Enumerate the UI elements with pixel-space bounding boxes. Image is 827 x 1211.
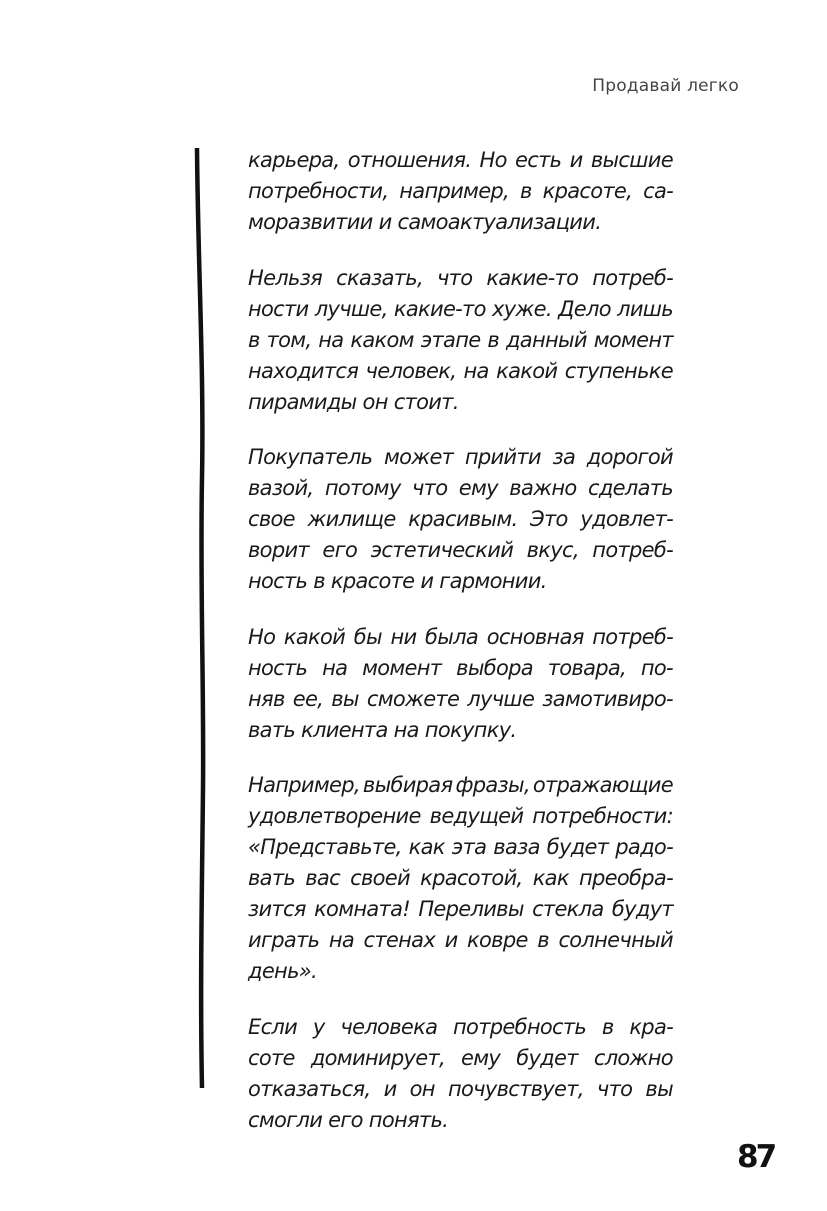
text-line: удовлетворение ведущей потребности: [248, 804, 673, 828]
paragraph [248, 442, 673, 597]
text-line: Если у человека потребность в кра- [248, 1014, 673, 1039]
text-line: играть на стенах и ковре в солнечный [248, 928, 673, 952]
text-line: «Представьте, как эта ваза будет радо- [248, 835, 673, 859]
page-number [736, 1138, 786, 1174]
text-line: Покупатель может прийти за дорогой [248, 445, 673, 469]
margin-line [186, 148, 216, 1088]
text-line: Например, выбирая фразы, отражающие [248, 773, 673, 797]
text-line: день». [248, 959, 317, 983]
body-text [248, 145, 673, 1160]
text-line: няв ее, вы сможете лучше замотивиро- [248, 686, 673, 711]
text-line: Нельзя сказать, что какие-то потреб- [248, 265, 673, 290]
paragraph [248, 145, 673, 238]
text-line: находится человек, на какой ступеньке [248, 358, 673, 383]
running-header: Продавай легко [592, 76, 739, 96]
text-line: Но какой бы ни была основная потреб- [248, 624, 673, 649]
text-line: пирамиды он стоит. [248, 389, 459, 414]
text-line: смогли его понять. [248, 1107, 449, 1132]
text-line: соте доминирует, ему будет сложно [248, 1045, 673, 1070]
text-line: потребности, например, в красоте, са- [248, 179, 673, 203]
text-line: вать вас своей красотой, как преобра- [248, 866, 673, 890]
page-number-text: 87 [737, 1139, 775, 1174]
text-line: вать клиента на покупку. [248, 717, 517, 742]
text-line: ворит его эстетический вкус, потреб- [248, 538, 673, 562]
text-line: ность на момент выбора товара, по- [248, 655, 673, 680]
text-line: ность в красоте и гармонии. [248, 569, 547, 593]
text-line: зится комната! Переливы стекла будут [248, 897, 673, 921]
text-line: свое жилище красивым. Это удовлет- [248, 507, 673, 531]
text-line: моразвитии и самоактуализации. [248, 210, 602, 234]
text-line: в том, на каком этапе в данный момент [248, 327, 673, 352]
paragraph [248, 622, 673, 746]
text-line: ности лучше, какие-то хуже. Дело лишь [248, 296, 673, 321]
paragraph [248, 1012, 673, 1136]
text-line: отказаться, и он почувствует, что вы [248, 1076, 673, 1101]
text-line: вазой, потому что ему важно сделать [248, 476, 673, 500]
paragraph [248, 770, 673, 987]
paragraph [248, 263, 673, 418]
text-line: карьера, отношения. Но есть и высшие [248, 148, 673, 172]
